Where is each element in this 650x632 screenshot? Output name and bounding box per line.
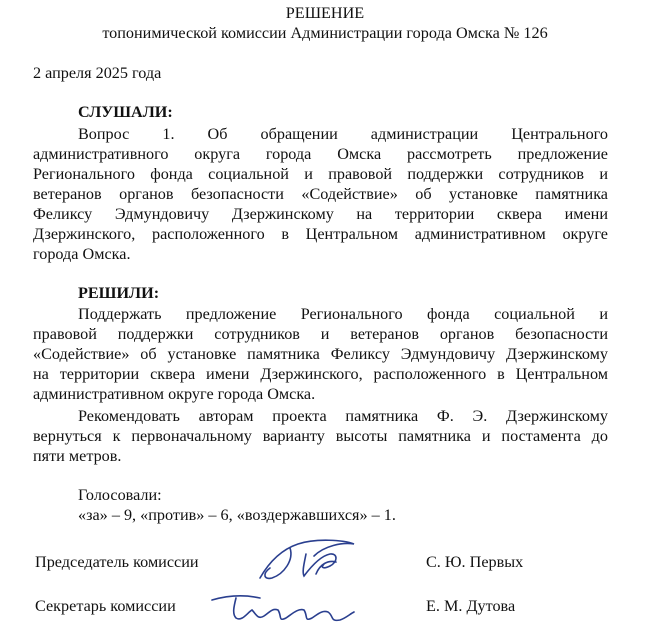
paragraph-line: Регионального фонда социальной и правовой поддержки сотрудников и [33, 165, 608, 183]
chairman-name: С. Ю. Первых [426, 553, 524, 571]
chairman-role: Председатель комиссии [35, 553, 199, 571]
heard-paragraph [33, 124, 608, 264]
voting-result: «за» – 9, «против» – 6, «воздержавшихся» – 1. [78, 506, 396, 524]
secretary-role: Секретарь комиссии [35, 597, 176, 615]
paragraph-line: правовой поддержки сотрудников и ветеранов органов безопасности [33, 325, 608, 343]
document-title: РЕШЕНИЕ [285, 4, 365, 22]
document-subtitle: топонимической комиссии Администрации города Омска № 126 [102, 24, 548, 42]
paragraph-line: пяти метров. [33, 447, 122, 465]
heard-heading: СЛУШАЛИ: [78, 103, 173, 121]
paragraph-line: Рекомендовать авторам проекта памятника Ф. Э. Дзержинскому [78, 407, 608, 425]
paragraph-line: «Содействие» об установке памятника Феликсу Эдмундовичу Дзержинскому [33, 345, 608, 363]
paragraph-line: Феликсу Эдмундовичу Дзержинскому на территории сквера имени [33, 205, 608, 223]
voting-label: Голосовали: [78, 486, 162, 504]
document-date: 2 апреля 2025 года [33, 64, 162, 82]
paragraph-line: административном округе города Омска. [33, 385, 316, 403]
paragraph-line: города Омска. [33, 245, 131, 263]
paragraph-line: на территории сквера имени Дзержинского, расположенного в Центральном [33, 365, 608, 383]
paragraph-line: административного округа города Омска рассмотреть предложение [33, 145, 608, 163]
secretary-signature-icon [208, 592, 358, 628]
paragraph-line: вернуться к первоначальному варианту высоты памятника и постамента до [33, 427, 608, 445]
decided-heading: РЕШИЛИ: [78, 284, 160, 302]
paragraph-line: ветеранов органов безопасности «Содействие» об установке памятника [33, 185, 608, 203]
paragraph-line: Поддержать предложение Регионального фонда социальной и [78, 305, 608, 323]
secretary-name: Е. М. Дутова [426, 597, 516, 615]
paragraph-line: Дзержинского, расположенного в Центральном административном округе [33, 225, 608, 243]
paragraph-line: Вопрос 1. Об обращении администрации Центрального [78, 125, 608, 143]
voting-block [78, 485, 396, 525]
chairman-signature-icon [254, 534, 364, 584]
recommendation-paragraph [33, 406, 608, 466]
decided-paragraph [33, 304, 608, 404]
